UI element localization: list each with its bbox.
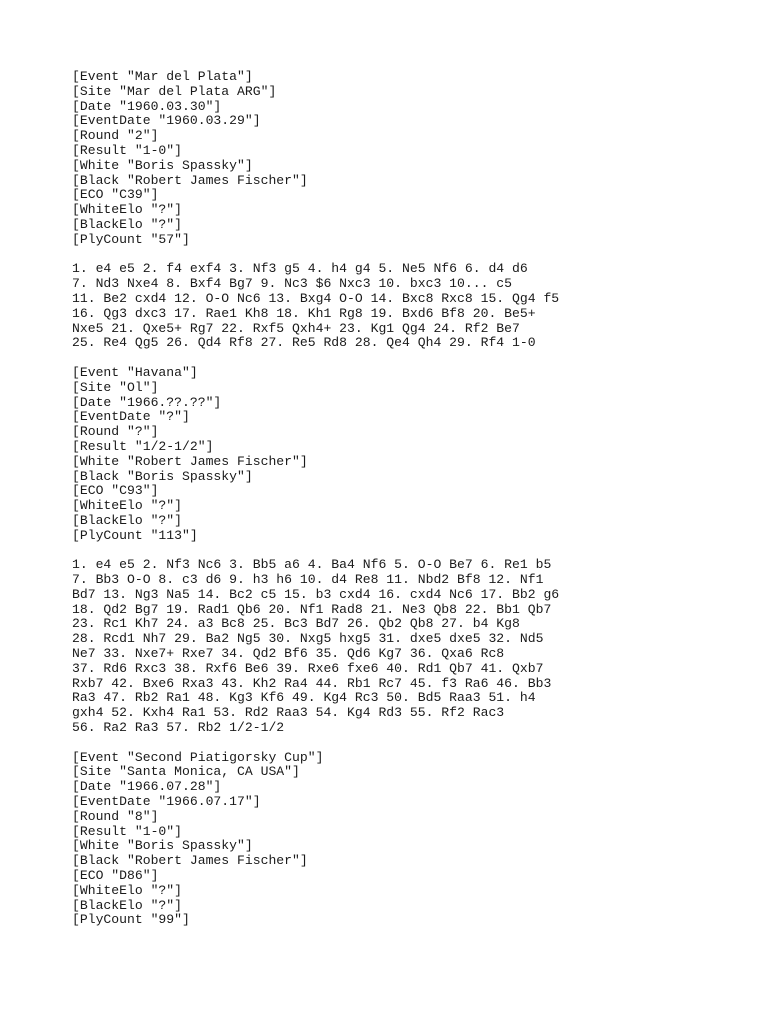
move-line: Ne7 33. Nxe7+ Rxe7 34. Qd2 Bf6 35. Qd6 Kg7 36. Qxa6 Rc8	[72, 646, 505, 662]
move-line: Nxe5 21. Qxe5+ Rg7 22. Rxf5 Qxh4+ 23. Kg1 Qg4 24. Rf2 Be7	[72, 320, 520, 336]
tag-round: [Round "?"]	[72, 424, 159, 440]
move-line: 37. Rd6 Rxc3 38. Rxf6 Be6 39. Rxe6 fxe6 40. Rd1 Qb7 41. Qxb7	[72, 660, 544, 676]
tag-ply-count: [PlyCount "99"]	[72, 912, 190, 928]
tag-white: [White "Boris Spassky"]	[72, 157, 253, 173]
tag-result: [Result "1-0"]	[72, 142, 183, 158]
tag-ply-count: [PlyCount "113"]	[72, 527, 198, 543]
move-line: Rxb7 42. Bxe6 Rxa3 43. Kh2 Ra4 44. Rb1 Rc7 45. f3 Ra6 46. Bb3	[72, 675, 552, 691]
tag-eco: [ECO "D86"]	[72, 868, 159, 884]
tag-date: [Date "1966.07.28"]	[72, 779, 222, 795]
tag-black: [Black "Boris Spassky"]	[72, 468, 253, 484]
tag-result: [Result "1-0"]	[72, 823, 183, 839]
game-tags	[72, 751, 752, 929]
game-moves	[72, 558, 752, 736]
tag-site: [Site "Santa Monica, CA USA"]	[72, 764, 300, 780]
tag-round: [Round "8"]	[72, 808, 159, 824]
tag-black-elo: [BlackElo "?"]	[72, 216, 183, 232]
move-line: 28. Rcd1 Nh7 29. Ba2 Ng5 30. Nxg5 hxg5 31. dxe5 dxe5 32. Nd5	[72, 631, 544, 647]
move-line: 1. e4 e5 2. Nf3 Nc6 3. Bb5 a6 4. Ba4 Nf6 5. O-O Be7 6. Re1 b5	[72, 557, 552, 573]
tag-event: [Event "Mar del Plata"]	[72, 69, 253, 84]
move-line: Ra3 47. Rb2 Ra1 48. Kg3 Kf6 49. Kg4 Rc3 50. Bd5 Raa3 51. h4	[72, 690, 536, 706]
tag-black-elo: [BlackElo "?"]	[72, 897, 183, 913]
move-line: gxh4 52. Kxh4 Ra1 53. Rd2 Raa3 54. Kg4 Rd3 55. Rf2 Rac3	[72, 705, 505, 721]
move-line: 56. Ra2 Ra3 57. Rb2 1/2-1/2	[72, 720, 285, 736]
tag-white: [White "Robert James Fischer"]	[72, 453, 308, 469]
tag-result: [Result "1/2-1/2"]	[72, 438, 214, 454]
tag-eco: [ECO "C93"]	[72, 483, 159, 499]
tag-date: [Date "1966.??.??"]	[72, 394, 222, 410]
game-2	[72, 366, 752, 736]
move-line: Bd7 13. Ng3 Na5 14. Bc2 c5 15. b3 cxd4 16. cxd4 Nc6 17. Bb2 g6	[72, 586, 560, 602]
tag-site: [Site "Mar del Plata ARG"]	[72, 83, 277, 99]
tag-event-date: [EventDate "1966.07.17"]	[72, 794, 261, 810]
tag-event: [Event "Havana"]	[72, 364, 198, 380]
move-line: 11. Be2 cxd4 12. O-O Nc6 13. Bxg4 O-O 14. Bxc8 Rxc8 15. Qg4 f5	[72, 290, 560, 306]
move-line: 18. Qd2 Bg7 19. Rad1 Qb6 20. Nf1 Rad8 21. Ne3 Qb8 22. Bb1 Qb7	[72, 601, 552, 617]
game-tags	[72, 70, 752, 248]
tag-white-elo: [WhiteElo "?"]	[72, 882, 183, 898]
move-line: 25. Re4 Qg5 26. Qd4 Rf8 27. Re5 Rd8 28. Qe4 Qh4 29. Rf4 1-0	[72, 335, 536, 351]
game-3	[72, 751, 752, 929]
tag-white-elo: [WhiteElo "?"]	[72, 498, 183, 514]
tag-eco: [ECO "C39"]	[72, 187, 159, 203]
tag-event: [Event "Second Piatigorsky Cup"]	[72, 749, 324, 765]
tag-event-date: [EventDate "1960.03.29"]	[72, 113, 261, 129]
tag-round: [Round "2"]	[72, 128, 159, 144]
tag-black-elo: [BlackElo "?"]	[72, 512, 183, 528]
tag-ply-count: [PlyCount "57"]	[72, 231, 190, 247]
move-line: 16. Qg3 dxc3 17. Rae1 Kh8 18. Kh1 Rg8 19. Bxd6 Bf8 20. Be5+	[72, 305, 536, 321]
game-moves	[72, 262, 752, 351]
move-line: 7. Nd3 Nxe4 8. Bxf4 Bg7 9. Nc3 $6 Nxc3 10. bxc3 10... c5	[72, 276, 513, 292]
move-line: 23. Rc1 Kh7 24. a3 Bc8 25. Bc3 Bd7 26. Qb2 Qb8 27. b4 Kg8	[72, 616, 520, 632]
tag-site: [Site "Ol"]	[72, 379, 159, 395]
pgn-document	[72, 70, 752, 928]
game-tags	[72, 366, 752, 544]
tag-white: [White "Boris Spassky"]	[72, 838, 253, 854]
tag-black: [Black "Robert James Fischer"]	[72, 172, 308, 188]
move-line: 7. Bb3 O-O 8. c3 d6 9. h3 h6 10. d4 Re8 11. Nbd2 Bf8 12. Nf1	[72, 572, 544, 588]
tag-date: [Date "1960.03.30"]	[72, 98, 222, 114]
move-line: 1. e4 e5 2. f4 exf4 3. Nf3 g5 4. h4 g4 5. Ne5 Nf6 6. d4 d6	[72, 261, 528, 277]
tag-black: [Black "Robert James Fischer"]	[72, 853, 308, 869]
game-1	[72, 70, 752, 351]
tag-event-date: [EventDate "?"]	[72, 409, 190, 425]
tag-white-elo: [WhiteElo "?"]	[72, 202, 183, 218]
